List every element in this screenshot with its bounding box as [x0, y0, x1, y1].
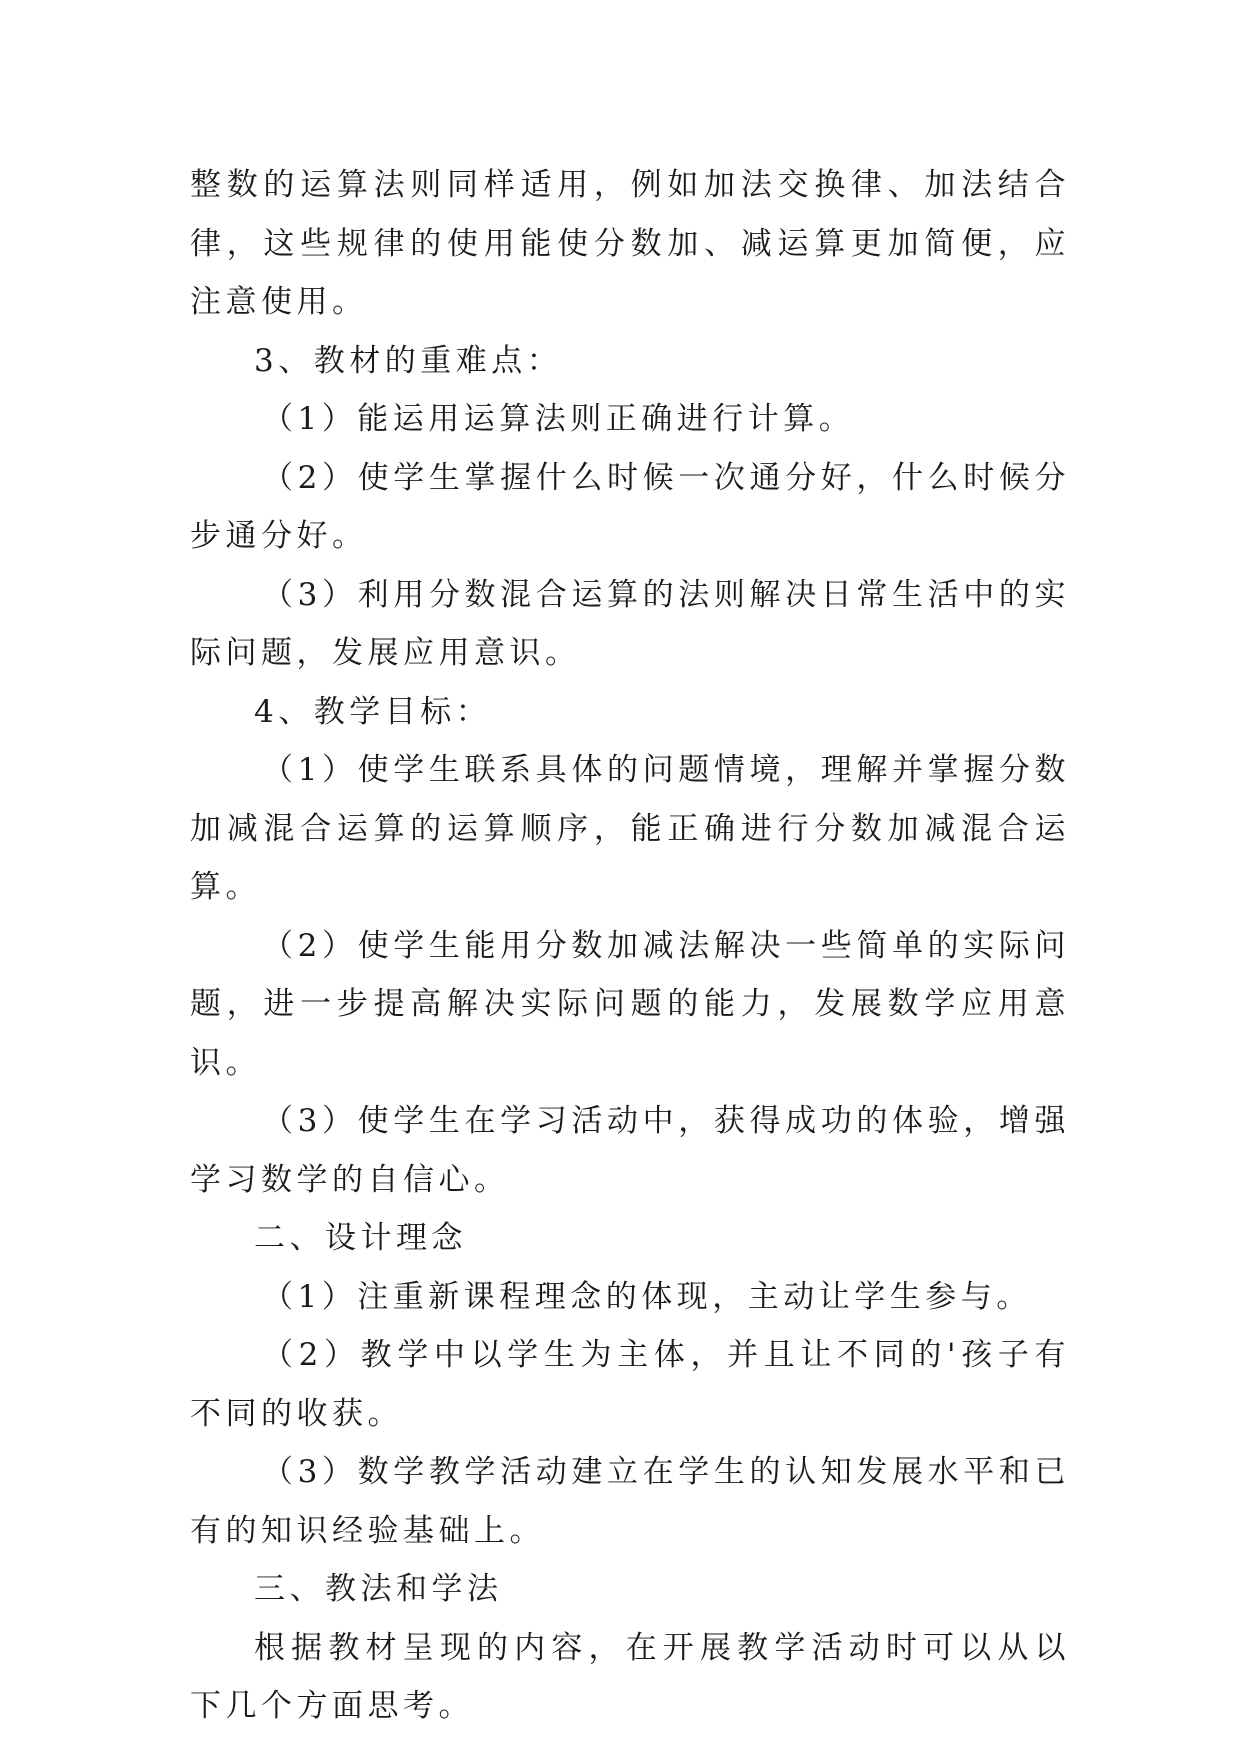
list-item-concept-3: （3）数学教学活动建立在学生的认知发展水平和已有的知识经验基础上。: [190, 1454, 1070, 1549]
list-item-goal-1: （1）使学生联系具体的问题情境，理解并掌握分数加减混合运算的运算顺序，能正确进行分数加减混合运算。: [190, 752, 1070, 905]
heading-key-difficulties: 3、教材的重难点：: [254, 342, 563, 379]
document-body: [190, 156, 1070, 1736]
list-item-concept-2: （2）教学中以学生为主体，并且让不同的'孩子有不同的收获。: [190, 1337, 1070, 1432]
list-item-concept-1: （1）注重新课程理念的体现，主动让学生参与。: [262, 1278, 1032, 1315]
paragraph-methods-intro: 根据教材呈现的内容，在开展教学活动时可以从以下几个方面思考。: [190, 1629, 1070, 1724]
list-item-goal-2: （2）使学生能用分数加减法解决一些简单的实际问题，进一步提高解决实际问题的能力，发展数学应用意识。: [190, 927, 1070, 1081]
paragraph-continuation: 整数的运算法则同样适用，例如加法交换律、加法结合律，这些规律的使用能使分数加、减运算更加简便，应注意使用。: [190, 167, 1070, 320]
list-item-difficulty-3: （3）利用分数混合运算的法则解决日常生活中的实际问题，发展应用意识。: [190, 576, 1070, 671]
heading-teaching-methods: 三、教法和学法: [254, 1571, 503, 1607]
list-item-goal-3: （3）使学生在学习活动中，获得成功的体验，增强学习数学的自信心。: [190, 1103, 1070, 1198]
heading-teaching-goals: 4、教学目标：: [254, 693, 492, 730]
list-item-difficulty-1: （1）能运用运算法则正确进行计算。: [262, 401, 855, 437]
list-item-difficulty-2: （2）使学生掌握什么时候一次通分好，什么时候分步通分好。: [190, 459, 1070, 554]
heading-design-concept: 二、设计理念: [254, 1220, 467, 1256]
